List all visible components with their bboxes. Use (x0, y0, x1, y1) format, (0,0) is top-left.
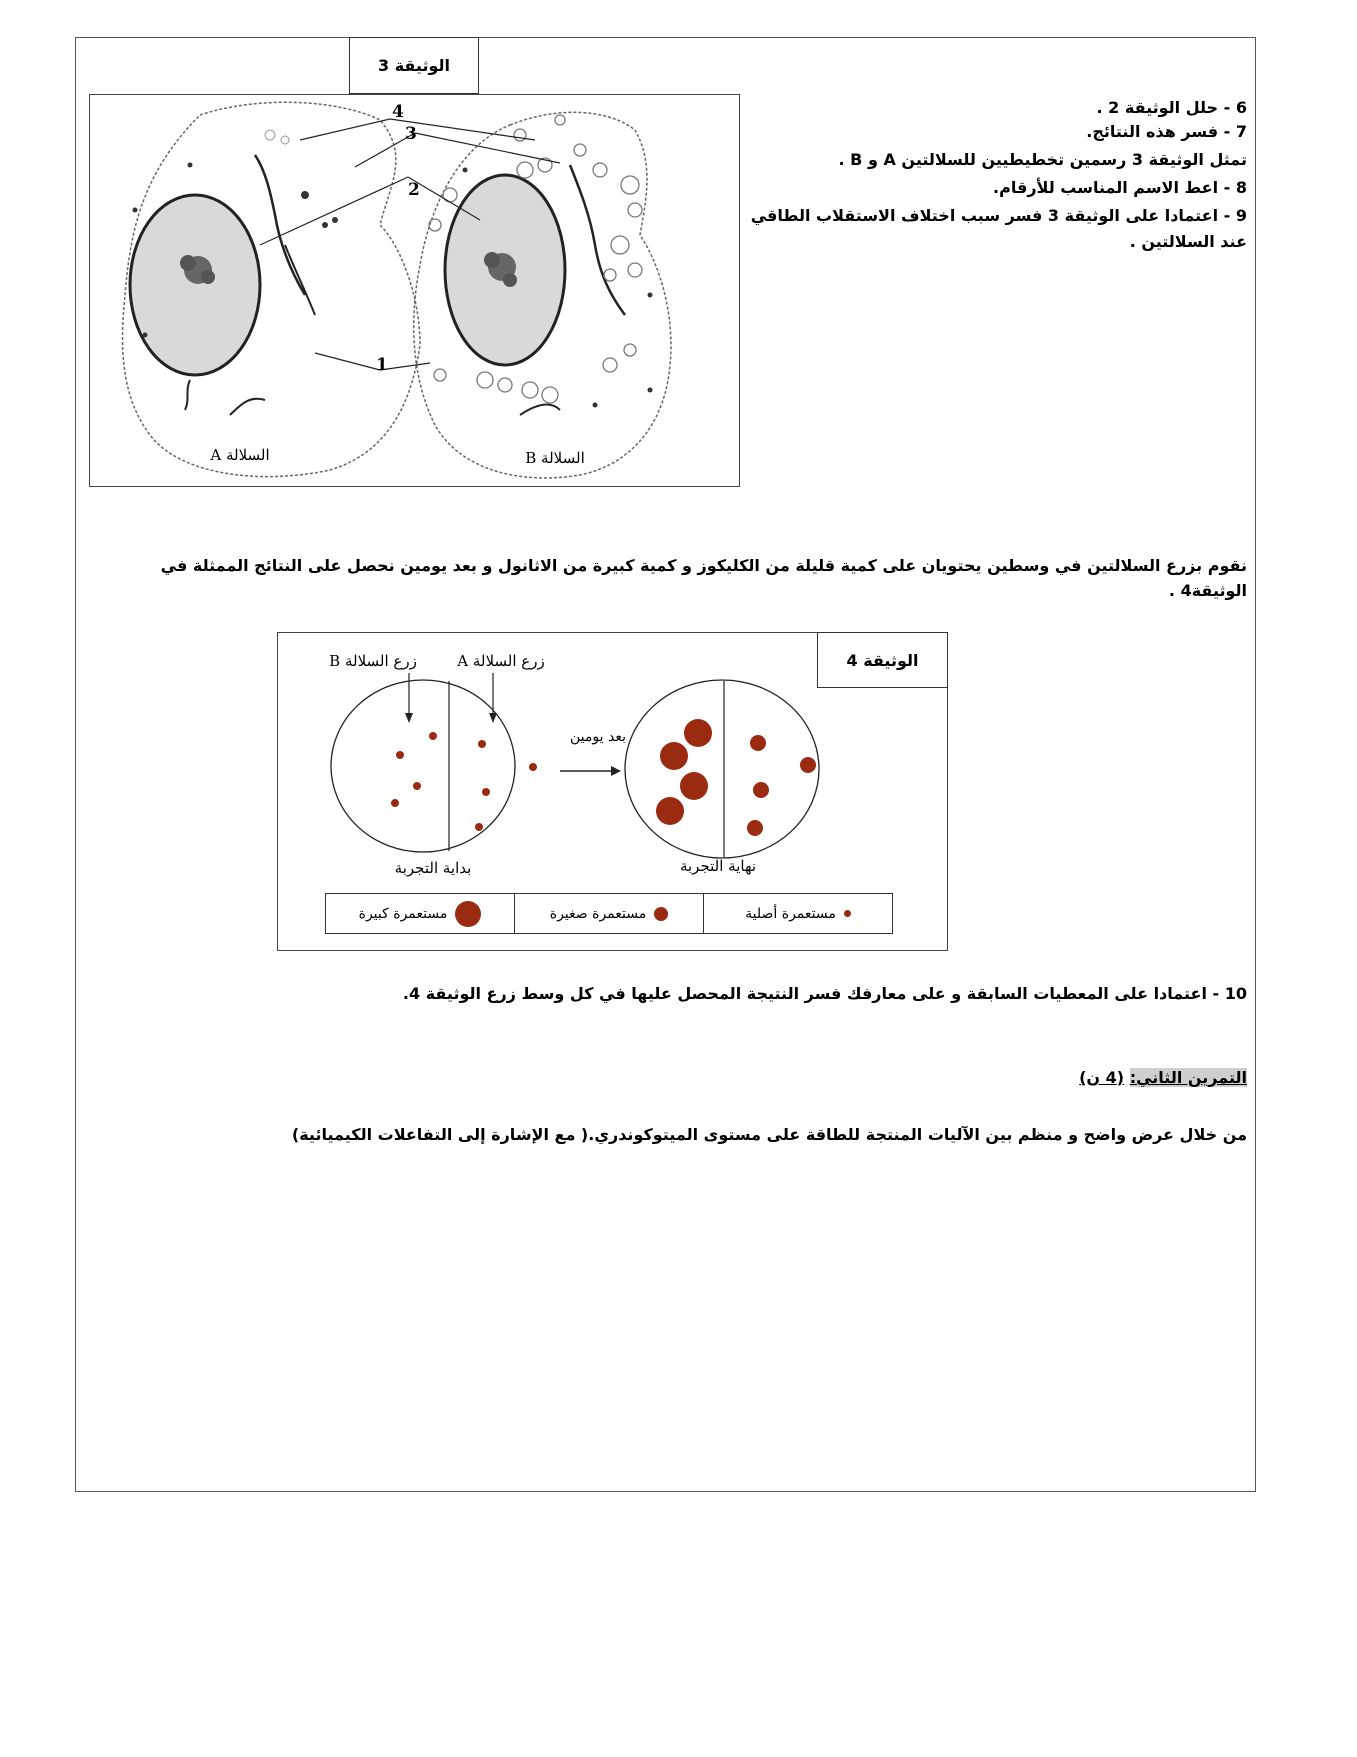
legend-large-colony: مستعمرة كبيرة (326, 894, 514, 933)
strain-a-label: السلالة A (210, 446, 270, 464)
document-3-title: الوثيقة 3 (349, 37, 479, 94)
end-label: نهاية التجربة (679, 857, 757, 875)
sow-a-label: زرع السلالة A (457, 652, 545, 670)
question-9-line-1: 9 - اعتمادا على الوثيقة 3 فسر سبب اختلاف الاستقلاب الطاقي (750, 206, 1247, 225)
sow-b-label: زرع السلالة B (329, 652, 417, 670)
paragraph-4-line-2: الوثيقة4 . (1168, 581, 1247, 600)
end-colonies (656, 719, 816, 836)
question-10: 10 - اعتمادا على المعطيات السابقة و على معارفك فسر النتيجة المحصل عليها في كل وسط زرع الوثيقة 4. (402, 984, 1247, 1003)
exercise-2-text: من خلال عرض واضح و منظم بين الآليات المنتجة للطاقة على مستوى الميتوكوندري.( مع الإشارة إلى التفاعلات الكيميائية) (291, 1125, 1247, 1144)
after-two-days-label: بعد يومين (570, 729, 626, 745)
legend-original-colony: مستعمرة أصلية (703, 894, 892, 933)
label-1: 1 (376, 355, 388, 375)
question-8: 8 - اعط الاسم المناسب للأرقام. (993, 178, 1247, 197)
start-colonies (391, 732, 537, 831)
paragraph-4-line-1: نقوم بزرع السلالتين في وسطين يحتويان على كمية قليلة من الكليكوز و كمية كبيرة من الاثانول و بعد يومين نحصل على النتائج الممثلة في (160, 556, 1247, 575)
label-3: 3 (405, 124, 417, 144)
question-7: 7 - فسر هذه النتائج. (1086, 122, 1247, 141)
original-colony-icon (844, 910, 851, 917)
dish-end (625, 680, 819, 858)
document-4-legend (325, 893, 893, 934)
exercise-2-title: التمرين الثاني: (1129, 1068, 1247, 1087)
strain-b-label: السلالة B (525, 449, 585, 467)
cell-a-nucleus (130, 195, 260, 375)
question-6: 6 - حلل الوثيقة 2 . (1096, 98, 1247, 117)
question-9-line-2: عند السلالتين . (1129, 232, 1247, 251)
label-2: 2 (408, 180, 420, 200)
exercise-2-heading (647, 1067, 1247, 1089)
exercise-2-points: (4 ن) (1079, 1068, 1125, 1087)
dish-start (331, 680, 515, 852)
figure-3-cells (89, 94, 740, 487)
legend-small-colony: مستعمرة صغيرة (514, 894, 703, 933)
label-4: 4 (392, 102, 404, 122)
large-colony-icon (455, 901, 481, 927)
small-colony-icon (654, 907, 668, 921)
document-4-title: الوثيقة 4 (817, 632, 948, 688)
intro-document-3: تمثل الوثيقة 3 رسمين تخطيطيين للسلالتين A و B . (838, 150, 1247, 169)
start-label: بداية التجربة (394, 859, 472, 877)
